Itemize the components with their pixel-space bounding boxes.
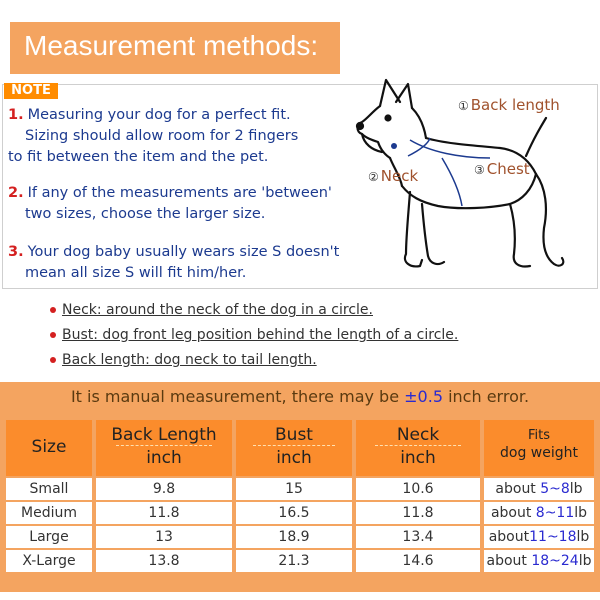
note-item-2 <box>8 183 332 225</box>
cell-neck: 11.8 <box>356 502 480 524</box>
list-item <box>50 298 458 323</box>
cell-size: X-Large <box>6 550 92 572</box>
weight-prefix: about <box>486 553 532 569</box>
weight-prefix: about <box>490 505 536 521</box>
bullet-dot-icon <box>50 332 56 338</box>
list-item <box>50 323 458 348</box>
label-number: ① <box>458 99 469 113</box>
weight-prefix: about <box>488 529 530 545</box>
cell-back: 13.8 <box>96 550 232 572</box>
page-title: Measurement methods: <box>10 22 340 74</box>
weight-range: 11~18 <box>529 529 577 545</box>
error-note <box>0 382 600 412</box>
bullet-text: Back length: dog neck to tail length. <box>62 352 317 368</box>
cell-size: Medium <box>6 502 92 524</box>
label-text: Chest <box>486 160 530 178</box>
header-divider <box>116 445 211 446</box>
size-table <box>0 412 600 592</box>
weight-unit: lb <box>576 529 590 545</box>
cell-weight <box>484 502 594 524</box>
neck-label <box>368 167 418 185</box>
back-length-label <box>458 96 560 114</box>
header-label: dog weight <box>500 445 578 461</box>
chest-label <box>474 160 530 178</box>
note-line: If any of the measurements are 'between' <box>27 185 332 201</box>
note-item-3 <box>8 242 339 284</box>
header-neck <box>356 420 480 476</box>
weight-prefix: about <box>495 481 541 497</box>
error-note-text: inch error. <box>443 387 530 406</box>
note-line: mean all size S will fit him/her. <box>25 265 247 281</box>
cell-neck: 13.4 <box>356 526 480 548</box>
cell-size: Small <box>6 478 92 500</box>
cell-back: 13 <box>96 526 232 548</box>
note-number: 2. <box>8 185 24 201</box>
cell-size: Large <box>6 526 92 548</box>
note-line: Your dog baby usually wears size S doesn't <box>27 244 340 260</box>
weight-unit: lb <box>569 481 583 497</box>
error-tolerance: ±0.5 <box>404 387 443 406</box>
note-line: two sizes, choose the larger size. <box>25 206 266 222</box>
cell-neck: 14.6 <box>356 550 480 572</box>
weight-range: 18~24 <box>531 553 579 569</box>
cell-weight <box>484 526 594 548</box>
label-text: Back length <box>470 96 560 114</box>
header-label: Fits <box>527 428 550 443</box>
cell-weight <box>484 478 594 500</box>
header-bust <box>236 420 352 476</box>
header-label: Bust <box>275 425 313 445</box>
list-item <box>50 348 458 373</box>
label-number: ② <box>368 170 379 184</box>
header-unit: inch <box>146 448 182 468</box>
header-back-length <box>96 420 232 476</box>
header-divider <box>253 445 334 446</box>
header-divider <box>375 445 462 446</box>
note-number: 1. <box>8 107 24 123</box>
header-unit: inch <box>276 448 312 468</box>
weight-range: 5~8 <box>540 481 570 497</box>
bullet-text: Neck: around the neck of the dog in a circle. <box>62 302 373 318</box>
label-text: Neck <box>380 167 419 185</box>
note-item-1 <box>8 105 298 168</box>
cell-bust: 16.5 <box>236 502 352 524</box>
note-line: Measuring your dog for a perfect fit. <box>27 107 291 123</box>
weight-unit: lb <box>578 553 592 569</box>
header-label: Neck <box>396 425 440 445</box>
header-size <box>6 420 92 476</box>
label-number: ③ <box>474 163 485 177</box>
bullet-dot-icon <box>50 357 56 363</box>
bullet-dot-icon <box>50 307 56 313</box>
note-line: Sizing should allow room for 2 fingers <box>25 128 299 144</box>
cell-neck: 10.6 <box>356 478 480 500</box>
weight-range: 8~11 <box>535 505 575 521</box>
cell-bust: 18.9 <box>236 526 352 548</box>
error-note-text: It is manual measurement, there may be <box>70 387 405 406</box>
header-label: Back Length <box>111 425 217 445</box>
note-badge: NOTE <box>4 83 58 99</box>
header-label: Size <box>31 437 67 457</box>
measurement-definitions <box>50 298 458 373</box>
cell-weight <box>484 550 594 572</box>
note-line: to fit between the item and the pet. <box>8 149 269 165</box>
header-fits-weight <box>484 420 594 476</box>
note-number: 3. <box>8 244 24 260</box>
header-unit: inch <box>400 448 436 468</box>
cell-back: 11.8 <box>96 502 232 524</box>
cell-bust: 15 <box>236 478 352 500</box>
cell-back: 9.8 <box>96 478 232 500</box>
bullet-text: Bust: dog front leg position behind the length of a circle. <box>62 327 459 343</box>
weight-unit: lb <box>574 505 588 521</box>
cell-bust: 21.3 <box>236 550 352 572</box>
